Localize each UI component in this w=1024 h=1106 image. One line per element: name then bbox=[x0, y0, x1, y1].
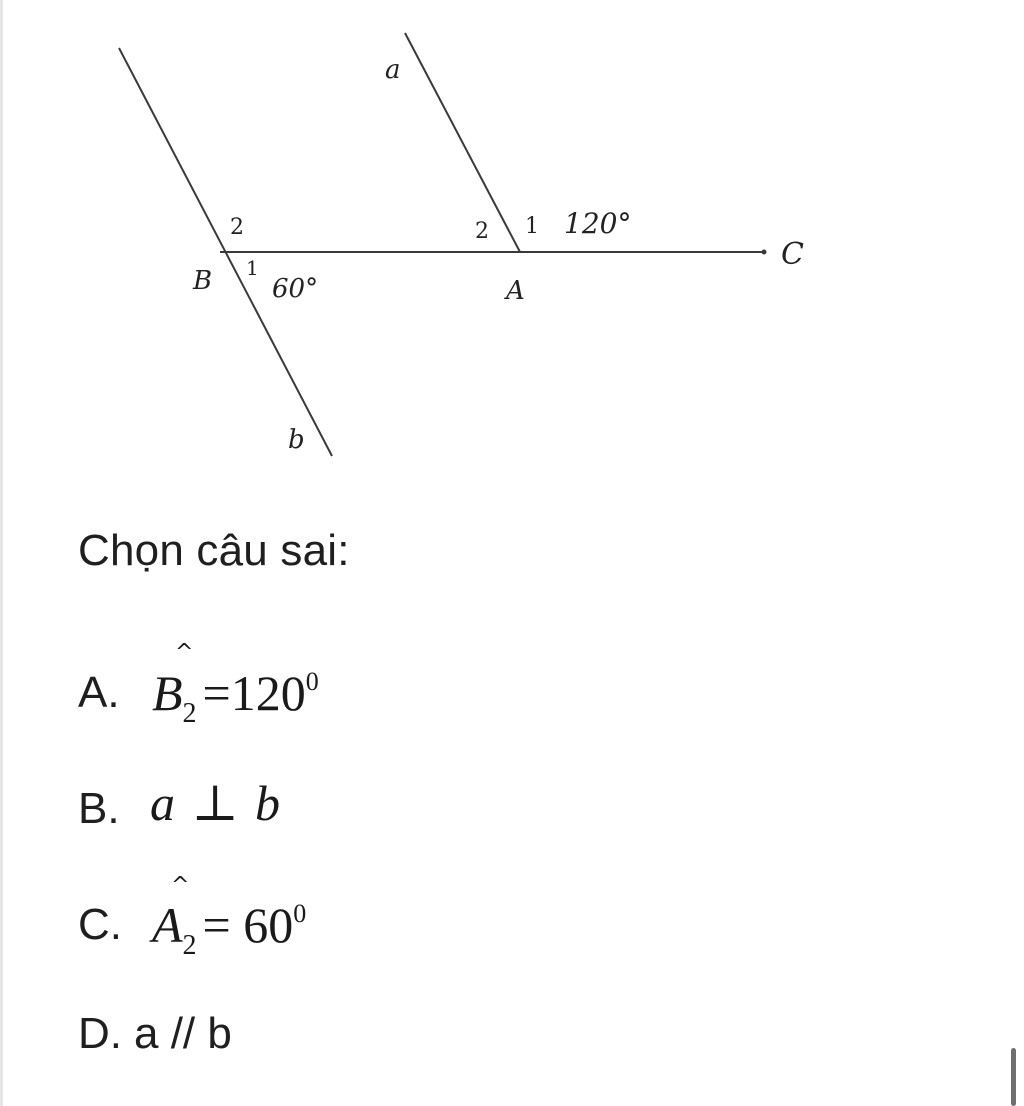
option-C-letter[interactable]: C. bbox=[78, 900, 122, 949]
circumflex-hat-icon: ^ bbox=[171, 873, 190, 898]
ray-end-dot bbox=[762, 250, 767, 255]
option-D-letter[interactable]: D. bbox=[78, 1009, 122, 1058]
scrollbar[interactable] bbox=[1011, 1048, 1016, 1106]
label-line-b: b bbox=[288, 425, 305, 455]
option-A-superscript: 0 bbox=[305, 667, 319, 696]
label-B-angle-2: 2 bbox=[230, 215, 244, 240]
label-A-angle-2: 2 bbox=[475, 219, 489, 244]
label-point-B: B bbox=[193, 266, 213, 296]
geometry-figure bbox=[0, 0, 1024, 500]
option-B-lhs: a bbox=[150, 775, 175, 831]
option-C-subscript: 2 bbox=[182, 930, 197, 961]
label-A-angle-1: 1 bbox=[525, 214, 539, 239]
line-a bbox=[405, 33, 520, 252]
option-A-symbol: B bbox=[152, 665, 183, 721]
option-C-superscript: 0 bbox=[293, 899, 307, 928]
option-C-symbol: A bbox=[152, 897, 183, 953]
option-B-rhs: b bbox=[255, 775, 281, 831]
option-D-text[interactable]: a // b bbox=[134, 1009, 232, 1058]
label-line-a: a bbox=[385, 55, 401, 85]
option-A-formula[interactable] bbox=[152, 664, 319, 729]
label-point-C: C bbox=[781, 237, 804, 272]
option-B-letter[interactable]: B. bbox=[78, 784, 120, 833]
option-A-subscript: 2 bbox=[182, 698, 197, 729]
option-C-formula[interactable] bbox=[152, 896, 307, 961]
option-A-equation: =120 bbox=[202, 665, 306, 721]
option-B-formula[interactable] bbox=[150, 774, 280, 832]
label-B-angle-value: 60° bbox=[272, 274, 319, 304]
circumflex-hat-icon: ^ bbox=[175, 640, 194, 665]
label-A-angle-value: 120° bbox=[564, 207, 632, 240]
label-point-A: A bbox=[506, 276, 525, 306]
option-C-equation: = 60 bbox=[202, 897, 294, 953]
label-B-angle-1: 1 bbox=[246, 256, 259, 280]
question-prompt: Chọn câu sai: bbox=[78, 526, 350, 575]
option-A-letter[interactable]: A. bbox=[78, 668, 120, 717]
option-B-operator: ⊥ bbox=[191, 775, 239, 831]
